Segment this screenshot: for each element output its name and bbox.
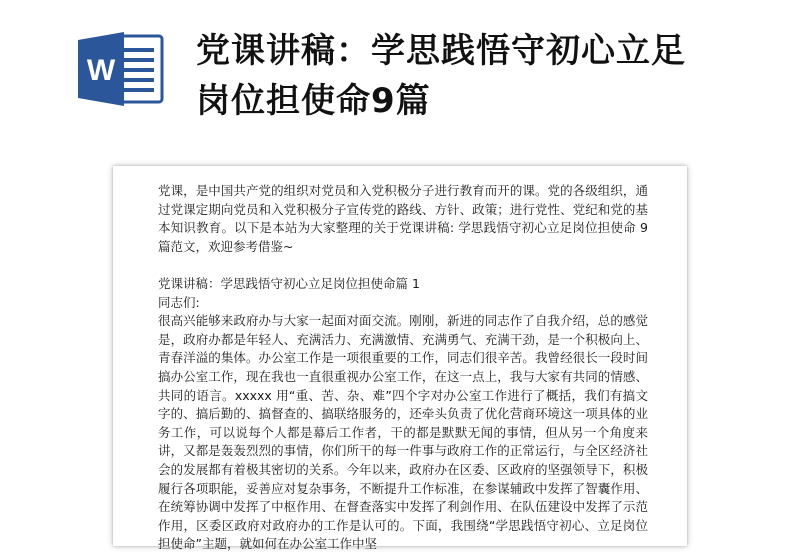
document-title: [196, 26, 776, 126]
title-line-2: 岗位担使命9篇: [196, 81, 431, 121]
title-line-1: 党课讲稿：学思践悟守初心立足: [196, 31, 686, 71]
document-page-preview: [113, 166, 687, 552]
paragraph-gap: [158, 256, 648, 275]
intro-paragraph: 党课，是中国共产党的组织对党员和入党积极分子进行教育而开的课。党的各级组织，通过党课定期向党员和入党积极分子宣传党的路线、方针、政策；进行党性、党纪和党的基本知识教育。以下是本站为大家整理的关于党课讲稿: 学思践悟守初心立足岗位担使命 9 篇范文，欢迎参考借鉴~: [158, 183, 648, 254]
svg-text:W: W: [86, 54, 116, 87]
word-document-icon: [76, 28, 166, 110]
document-header: [0, 0, 800, 150]
body-paragraph: 很高兴能够来政府办与大家一起面对面交流。刚刚，新进的同志作了自我介绍，总的感觉是，政府办都是年轻人、充满活力、充满激情、充满勇气、充满干劲，是一个积极向上、青春洋溢的集体。办公室工作是一项很重要的工作，同志们很辛苦。我曾经很长一段时间搞办公室工作，现在我也一直很重视办公室工作，在这一点上，我与大家有共同的情感、共同的语言。xxxxx 用“重、苦、杂、难”四个字对办公室工作进行了概括，我们有搞文字的、搞后勤的、搞督查的、搞联络服务的，还牵头负责了优化营商环境这一项具体的业务工作，可以说每个人都是幕后工作者，干的都是默默无闻的事情，但从另一个角度来讲，又都是轰轰烈烈的事情，你们所干的每一件事与政府工作的正常运行，与全区经济社会的发展都有着极其密切的关系。今年以来，政府办在区委、区政府的坚强领导下，积极履行各项职能，妥善应对复杂事务，不断提升工作标准，在参谋辅政中发挥了智囊作用、在统筹协调中发挥了中枢作用、在督查落实中发挥了利剑作用、在队伍建设中发挥了示范作用，区委区政府对政府办的工作是认可的。下面，我围绕“学思践悟守初心、立足岗位担使命”主题，就如何在办公室工作中坚: [158, 313, 648, 552]
document-body: [158, 182, 648, 554]
salutation: 同志们:: [158, 294, 200, 310]
section-title: 党课讲稿：学思践悟守初心立足岗位担使命篇 1: [158, 275, 420, 291]
